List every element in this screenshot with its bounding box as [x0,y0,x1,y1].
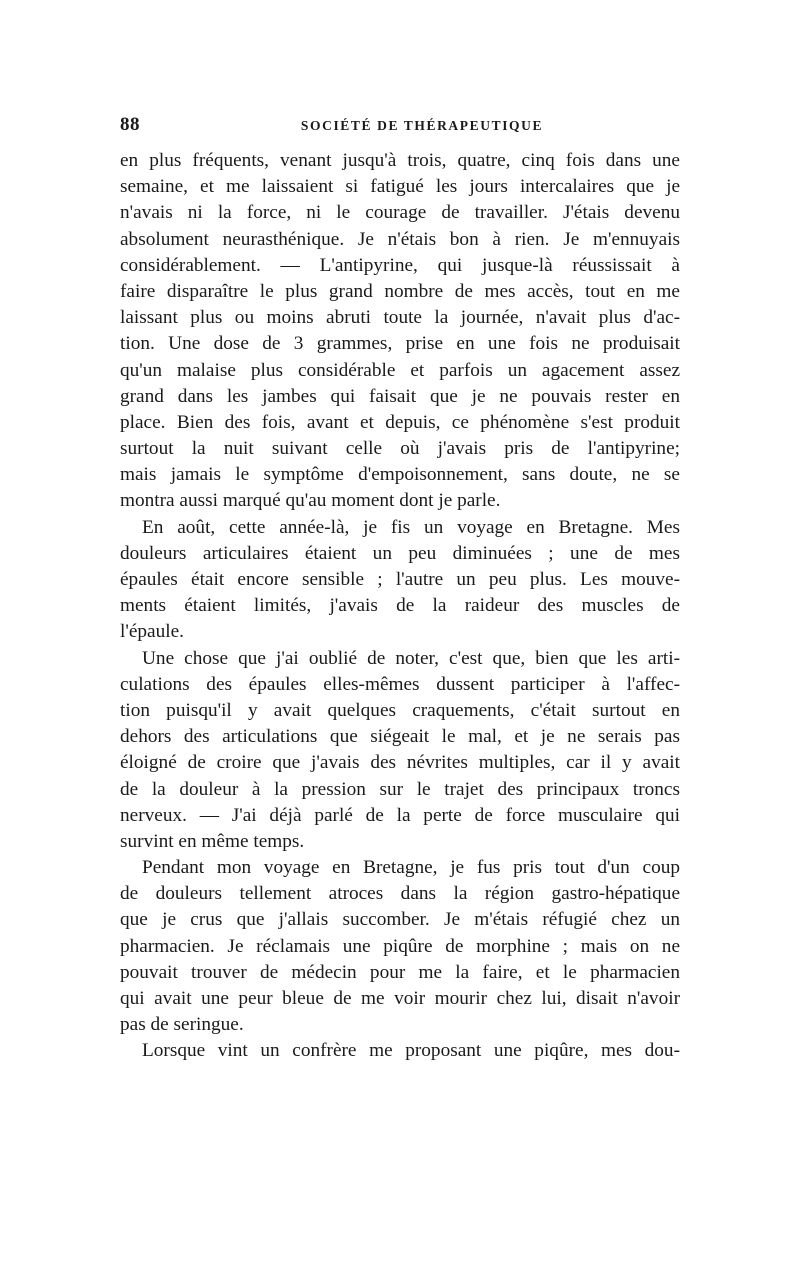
text-line: qu'un malaise plus considérable et parfois un agacement assez [120,359,680,381]
body-text [120,148,680,1065]
page-number: 88 [120,114,140,135]
text-line: Une chose que j'ai oublié de noter, c'est que, bien que les arti- [142,647,680,669]
text-line: l'épaule. [120,621,184,643]
running-title: SOCIÉTÉ DE THÉRAPEUTIQUE [300,118,544,133]
text-line: éloigné de croire que j'avais des névrites multiples, car il y avait [120,752,680,774]
text-line: mais jamais le symptôme d'empoisonnement, sans doute, ne se [120,464,680,486]
text-line: surtout la nuit suivant celle où j'avais pris de l'antipyrine; [120,438,680,460]
text-line: place. Bien des fois, avant et depuis, ce phénomène s'est produit [120,411,680,433]
text-line: montra aussi marqué qu'au moment dont je parle. [120,490,501,512]
text-line: n'avais ni la force, ni le courage de travailler. J'étais devenu [120,202,680,224]
paragraph [120,646,680,856]
paragraph [120,855,680,1038]
text-line: ments étaient limités, j'avais de la raideur des muscles de [120,595,680,617]
text-line: Lorsque vint un confrère me proposant une piqûre, mes dou- [142,1040,680,1062]
text-line: que je crus que j'allais succomber. Je m'étais réfugié chez un [120,909,680,931]
text-line: dehors des articulations que siégeait le mal, et je ne serais pas [120,726,680,748]
text-line: pas de seringue. [120,1014,244,1036]
text-line: semaine, et me laissaient si fatigué les jours intercalaires que je [120,176,680,198]
text-line: tion puisqu'il y avait quelques craquements, c'était surtout en [120,699,680,721]
text-line: épaules était encore sensible ; l'autre un peu plus. Les mouve- [120,569,680,590]
text-line: tion. Une dose de 3 grammes, prise en une fois ne produisait [120,333,680,355]
text-line: pouvait trouver de médecin pour me la faire, et le pharmacien [120,961,680,983]
text-line: absolument neurasthénique. Je n'étais bon à rien. Je m'ennuyais [120,228,680,250]
text-line: survint en même temps. [120,830,305,852]
text-line: en plus fréquents, venant jusqu'à trois, quatre, cinq fois dans une [120,150,680,171]
text-line: de douleurs tellement atroces dans la région gastro-hépatique [120,883,680,905]
page-header [120,114,680,138]
text-line: Pendant mon voyage en Bretagne, je fus pris tout d'un coup [142,857,680,879]
paragraph [120,148,680,515]
text-line: faire disparaître le plus grand nombre de mes accès, tout en me [120,280,680,302]
text-line: nerveux. — J'ai déjà parlé de la perte de force musculaire qui [120,804,680,826]
text-line: douleurs articulaires étaient un peu diminuées ; une de mes [120,542,680,564]
text-line: grand dans les jambes qui faisait que je ne pouvais rester en [120,385,680,407]
text-line: considérablement. — L'antipyrine, qui jusque-là réussissait à [120,254,680,276]
text-line: laissant plus ou moins abruti toute la journée, n'avait plus d'ac- [120,307,680,329]
text-line: culations des épaules elles-mêmes dussent participer à l'affec- [120,673,680,695]
text-line: de la douleur à la pression sur le trajet des principaux troncs [120,778,680,800]
paragraph [120,515,680,646]
text-line: qui avait une peur bleue de me voir mourir chez lui, disait n'avoir [120,988,680,1009]
text-line: En août, cette année-là, je fis un voyage en Bretagne. Mes [142,516,680,538]
text-line: pharmacien. Je réclamais une piqûre de morphine ; mais on ne [120,935,680,957]
paragraph [120,1038,680,1064]
